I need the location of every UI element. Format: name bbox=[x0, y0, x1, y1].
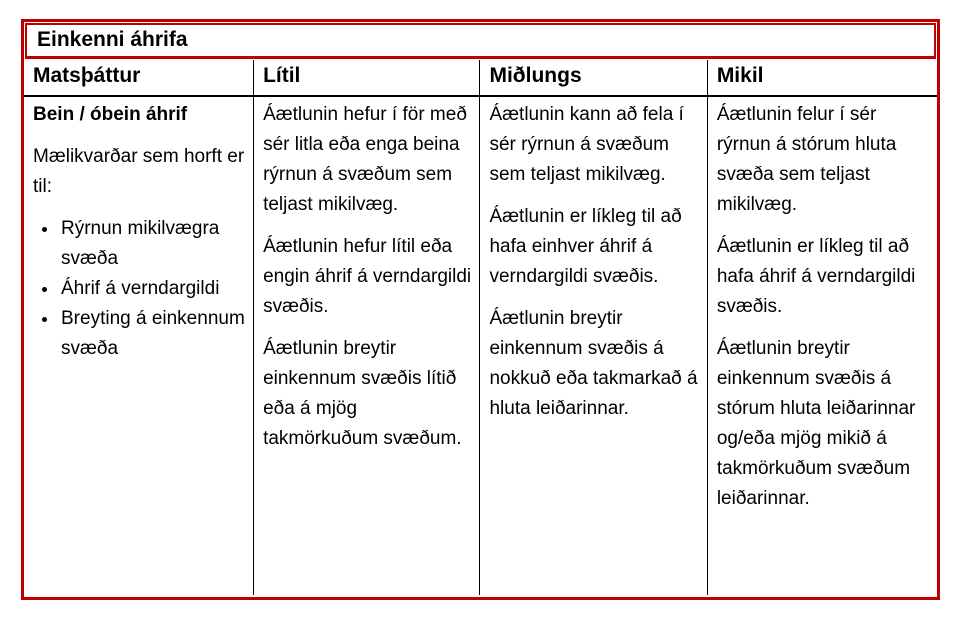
column-header-litil: Lítil bbox=[254, 60, 480, 97]
cell-midlungs bbox=[480, 97, 707, 595]
cell-paragraph: Áætlunin breytir einkennum svæðis á stórum hluta leiðarinnar og/eða mjög mikið á takmörkuðum svæðum leiðarinnar. bbox=[716, 338, 916, 509]
criteria-bullet: • Rýrnun mikilvægra svæða bbox=[59, 214, 245, 274]
table-title: Einkenni áhrifa bbox=[37, 28, 188, 51]
cell-litil bbox=[254, 97, 480, 595]
criteria-bullet-list bbox=[33, 214, 245, 364]
table-grid bbox=[24, 60, 937, 595]
cell-paragraph: Áætlunin er líkleg til að hafa einhver áhrif á verndargildi svæðis. bbox=[489, 206, 682, 287]
criteria-intro: Mælikvarðar sem horft er til: bbox=[33, 146, 245, 197]
cell-paragraph: Áætlunin breytir einkennum svæðis á nokkuð eða takmarkað á hluta leiðarinnar. bbox=[489, 308, 698, 419]
cell-paragraph: Áætlunin hefur lítil eða engin áhrif á verndargildi svæðis. bbox=[263, 236, 472, 317]
impact-characteristics-table bbox=[21, 19, 940, 600]
criteria-bullet: • Breyting á einkennum svæða bbox=[59, 304, 245, 364]
column-header-mikil: Mikil bbox=[708, 60, 937, 97]
cell-mikil bbox=[708, 97, 937, 595]
criteria-bullet: • Áhrif á verndargildi bbox=[59, 274, 245, 304]
column-header-midlungs: Miðlungs bbox=[480, 60, 707, 97]
table-title-row bbox=[25, 23, 936, 59]
column-header-matsthattur: Matsþáttur bbox=[24, 60, 254, 97]
cell-paragraph: Áætlunin breytir einkennum svæðis lítið eða á mjög takmörkuðum svæðum. bbox=[263, 338, 462, 449]
cell-paragraph: Áætlunin kann að fela í sér rýrnun á svæðum sem teljast mikilvæg. bbox=[489, 104, 684, 185]
cell-paragraph: Áætlunin felur í sér rýrnun á stórum hluta svæða sem teljast mikilvæg. bbox=[716, 104, 897, 215]
cell-paragraph: Áætlunin er líkleg til að hafa áhrif á verndargildi svæðis. bbox=[716, 236, 916, 317]
cell-criteria bbox=[24, 97, 254, 595]
criteria-heading: Bein / óbein áhrif bbox=[33, 104, 188, 125]
cell-paragraph: Áætlunin hefur í för með sér litla eða enga beina rýrnun á svæðum sem teljast mikilvæg. bbox=[263, 104, 467, 215]
